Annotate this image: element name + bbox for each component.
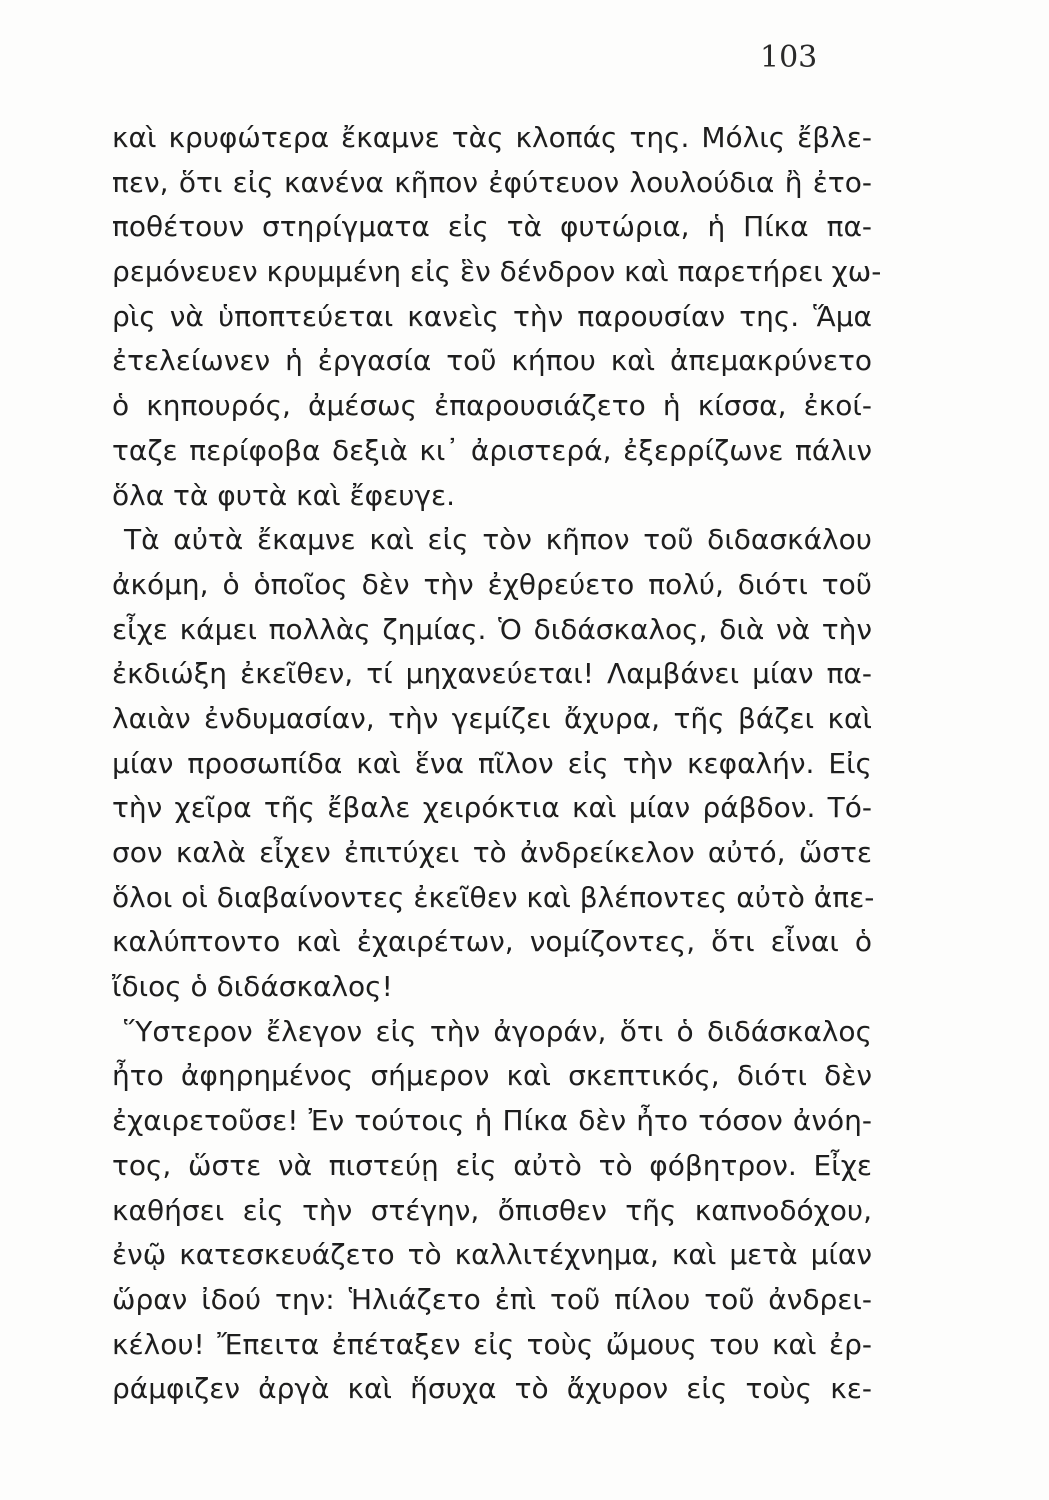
- text-line: πεν, ὅτι εἰς κανένα κῆπον ἐφύτευον λουλούδια ἢ ἐτο-: [112, 165, 872, 199]
- text-line: ἐνῷ κατεσκευάζετο τὸ καλλιτέχνημα, καὶ μετὰ μίαν: [112, 1238, 872, 1272]
- text-line: Τὰ αὐτὰ ἔκαμνε καὶ εἰς τὸν κῆπον τοῦ διδασκάλου: [124, 523, 872, 557]
- text-line: ποθέτουν στηρίγματα εἰς τὰ φυτώρια, ἡ Πίκα πα-: [112, 210, 872, 244]
- text-line: σον καλὰ εἶχεν ἐπιτύχει τὸ ἀνδρείκελον αὐτό, ὥστε: [112, 836, 872, 869]
- text-line: Ὕστερον ἔλεγον εἰς τὴν ἀγοράν, ὅτι ὁ διδάσκαλος: [124, 1014, 872, 1048]
- text-line: ὅλα τὰ φυτὰ καὶ ἔφευγε.: [112, 478, 456, 512]
- text-line: καλύπτοντο καὶ ἐχαιρέτων, νομίζοντες, ὅτι εἶναι ὁ: [112, 925, 872, 959]
- text-line: κέλου! Ἔπειτα ἐπέταξεν εἰς τοὺς ὤμους του καὶ ἐρ-: [112, 1327, 872, 1361]
- text-line: εἶχε κάμει πολλὰς ζημίας. Ὁ διδάσκαλος, διὰ νὰ τὴν: [112, 612, 872, 646]
- text-line: ἦτο ἀφηρημένος σήμερον καὶ σκεπτικός, διότι δὲν: [112, 1059, 872, 1093]
- text-line: ὁ κηπουρός, ἀμέσως ἐπαρουσιάζετο ἡ κίσσα, ἐκοί-: [112, 389, 872, 423]
- text-line: ἀκόμη, ὁ ὁποῖος δὲν τὴν ἐχθρεύετο πολύ, διότι τοῦ: [112, 567, 872, 601]
- text-line: μίαν προσωπίδα καὶ ἕνα πῖλον εἰς τὴν κεφαλήν. Εἰς: [112, 746, 872, 780]
- text-line: ἐτελείωνεν ἡ ἐργασία τοῦ κήπου καὶ ἀπεμακρύνετο: [112, 344, 872, 378]
- text-line: λαιὰν ἐνδυμασίαν, τὴν γεμίζει ἄχυρα, τῆς βάζει καὶ: [112, 701, 872, 735]
- text-line: καὶ κρυφώτερα ἔκαμνε τὰς κλοπάς της. Μόλις ἔβλε-: [112, 121, 872, 154]
- page-body-text: [112, 116, 882, 1412]
- text-line: τος, ὥστε νὰ πιστεύῃ εἰς αὐτὸ τὸ φόβητρον. Εἶχε: [112, 1148, 872, 1182]
- text-line: ρεμόνευεν κρυμμένη εἰς ἓν δένδρον καὶ παρετήρει χω-: [112, 255, 882, 289]
- text-line: τὴν χεῖρα τῆς ἔβαλε χειρόκτια καὶ μίαν ράβδον. Τό-: [112, 791, 872, 825]
- text-line: καθήσει εἰς τὴν στέγην, ὄπισθεν τῆς καπνοδόχου,: [112, 1193, 872, 1227]
- text-line: ὅλοι οἱ διαβαίνοντες ἐκεῖθεν καὶ βλέποντες αὐτὸ ἀπε-: [112, 880, 875, 914]
- page-number: 103: [760, 40, 818, 75]
- text-line: ἐκδιώξη ἐκεῖθεν, τί μηχανεύεται! Λαμβάνει μίαν πα-: [112, 657, 872, 691]
- text-line: ἴδιος ὁ διδάσκαλος!: [112, 970, 393, 1004]
- text-line: ράμφιζεν ἀργὰ καὶ ἥσυχα τὸ ἄχυρον εἰς τοὺς κε-: [112, 1372, 872, 1406]
- text-line: ρὶς νὰ ὑποπτεύεται κανεὶς τὴν παρουσίαν της. Ἅμα: [112, 299, 872, 333]
- text-line: ἐχαιρετοῦσε! Ἐν τούτοις ἡ Πίκα δὲν ἦτο τόσον ἀνόη-: [112, 1104, 872, 1138]
- text-line: ὥραν ἰδού την: Ἡλιάζετο ἐπὶ τοῦ πίλου τοῦ ἀνδρει-: [112, 1282, 872, 1316]
- text-line: ταζε περίφοβα δεξιὰ κι᾽ ἀριστερά, ἐξερρίζωνε πάλιν: [112, 433, 872, 467]
